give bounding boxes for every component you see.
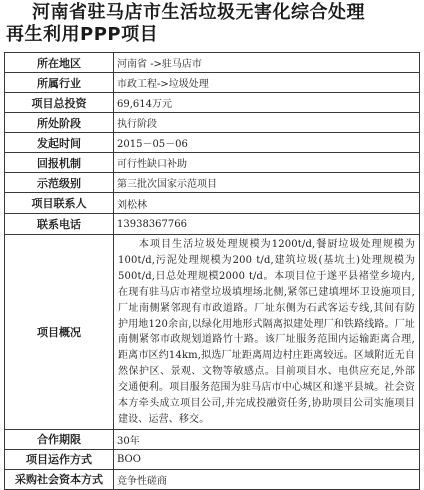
overview-text: 本项目生活垃圾处理规模为1200t/d,餐厨垃圾处理规模为100t/d,污泥处理规模为200 t/d,建筑垃圾(基坑土)处理规模为500t/d,日总处理规模2000 t/d。本项目位于遂平县褚堂乡境内,在现有驻马店市褚堂垃圾填埋场北侧,紧邻已建填埋坏卫设施项目,厂址南侧紧邻现有市政道路。厂址东侧为石武客运专线,其间有防护用地120余亩,以绿化用地形式隔离拟建处理厂和铁路线路。厂址南侧紧邻市政规划道路竹十路。该厂址服务范围内运输距离合理,距离市区约14km,拟选厂址距离周边村庄距离较远。区域附近无自然保护区、景观、文物等敏感点。目前项目水、电供应充足,外部交通便利。项目服务范围为驻马店市中心城区和遂平县城。社会资本方牵头成立项目公司,并完成投融资任务,协助项目公司实施项目建设、运营、移交。: [118, 239, 415, 425]
overview-text-cell: [114, 235, 420, 430]
region-label: 所在地区: [5, 53, 114, 73]
table-row: [5, 193, 420, 214]
table-row: [5, 93, 420, 113]
table-row: [5, 214, 420, 235]
demo-level-label: 示范级别: [5, 173, 114, 193]
stage-value: 执行阶段: [114, 113, 420, 133]
title-line-1: 河南省驻马店市生活垃圾无害化综合处理: [32, 2, 365, 23]
table-row: [5, 153, 420, 173]
contact-person-label: 项目联系人: [5, 193, 114, 214]
launch-date-value: 2015－05－06: [114, 133, 420, 153]
region-value: 河南省 ->驻马店市: [114, 53, 420, 73]
table-row: [5, 469, 420, 489]
title-line-2: 再生利用PPP项目: [6, 24, 159, 45]
overview-label: 项目概况: [5, 235, 114, 430]
procurement-method-value: 竞争性磋商: [114, 469, 420, 489]
table-row: [5, 73, 420, 93]
demo-level-value: 第三批次国家示范项目: [114, 173, 420, 193]
return-mechanism-label: 回报机制: [5, 153, 114, 173]
table-row: [5, 235, 420, 430]
launch-date-label: 发起时间: [5, 133, 114, 153]
project-info-table: [4, 52, 420, 490]
return-mechanism-value: 可行性缺口补助: [114, 153, 420, 173]
contact-person-value: 刘松林: [114, 193, 420, 214]
operation-mode-value: BOO: [114, 449, 420, 469]
table-row: [5, 113, 420, 133]
procurement-method-label: 采购社会资本方式: [5, 469, 114, 489]
industry-label: 所属行业: [5, 73, 114, 93]
total-investment-value: 69,614万元: [114, 93, 420, 113]
cooperation-period-label: 合作期限: [5, 429, 114, 449]
stage-label: 所处阶段: [5, 113, 114, 133]
contact-phone-value: 13938367766: [114, 214, 420, 235]
cooperation-period-value: 30年: [114, 429, 420, 449]
total-investment-label: 项目总投资: [5, 93, 114, 113]
contact-phone-label: 联系电话: [5, 214, 114, 235]
table-row: [5, 133, 420, 153]
page-title: [4, 2, 420, 52]
operation-mode-label: 项目运作方式: [5, 449, 114, 469]
industry-value: 市政工程->垃圾处理: [114, 73, 420, 93]
table-row: [5, 173, 420, 193]
table-row: [5, 449, 420, 469]
table-row: [5, 429, 420, 449]
table-row: [5, 53, 420, 73]
